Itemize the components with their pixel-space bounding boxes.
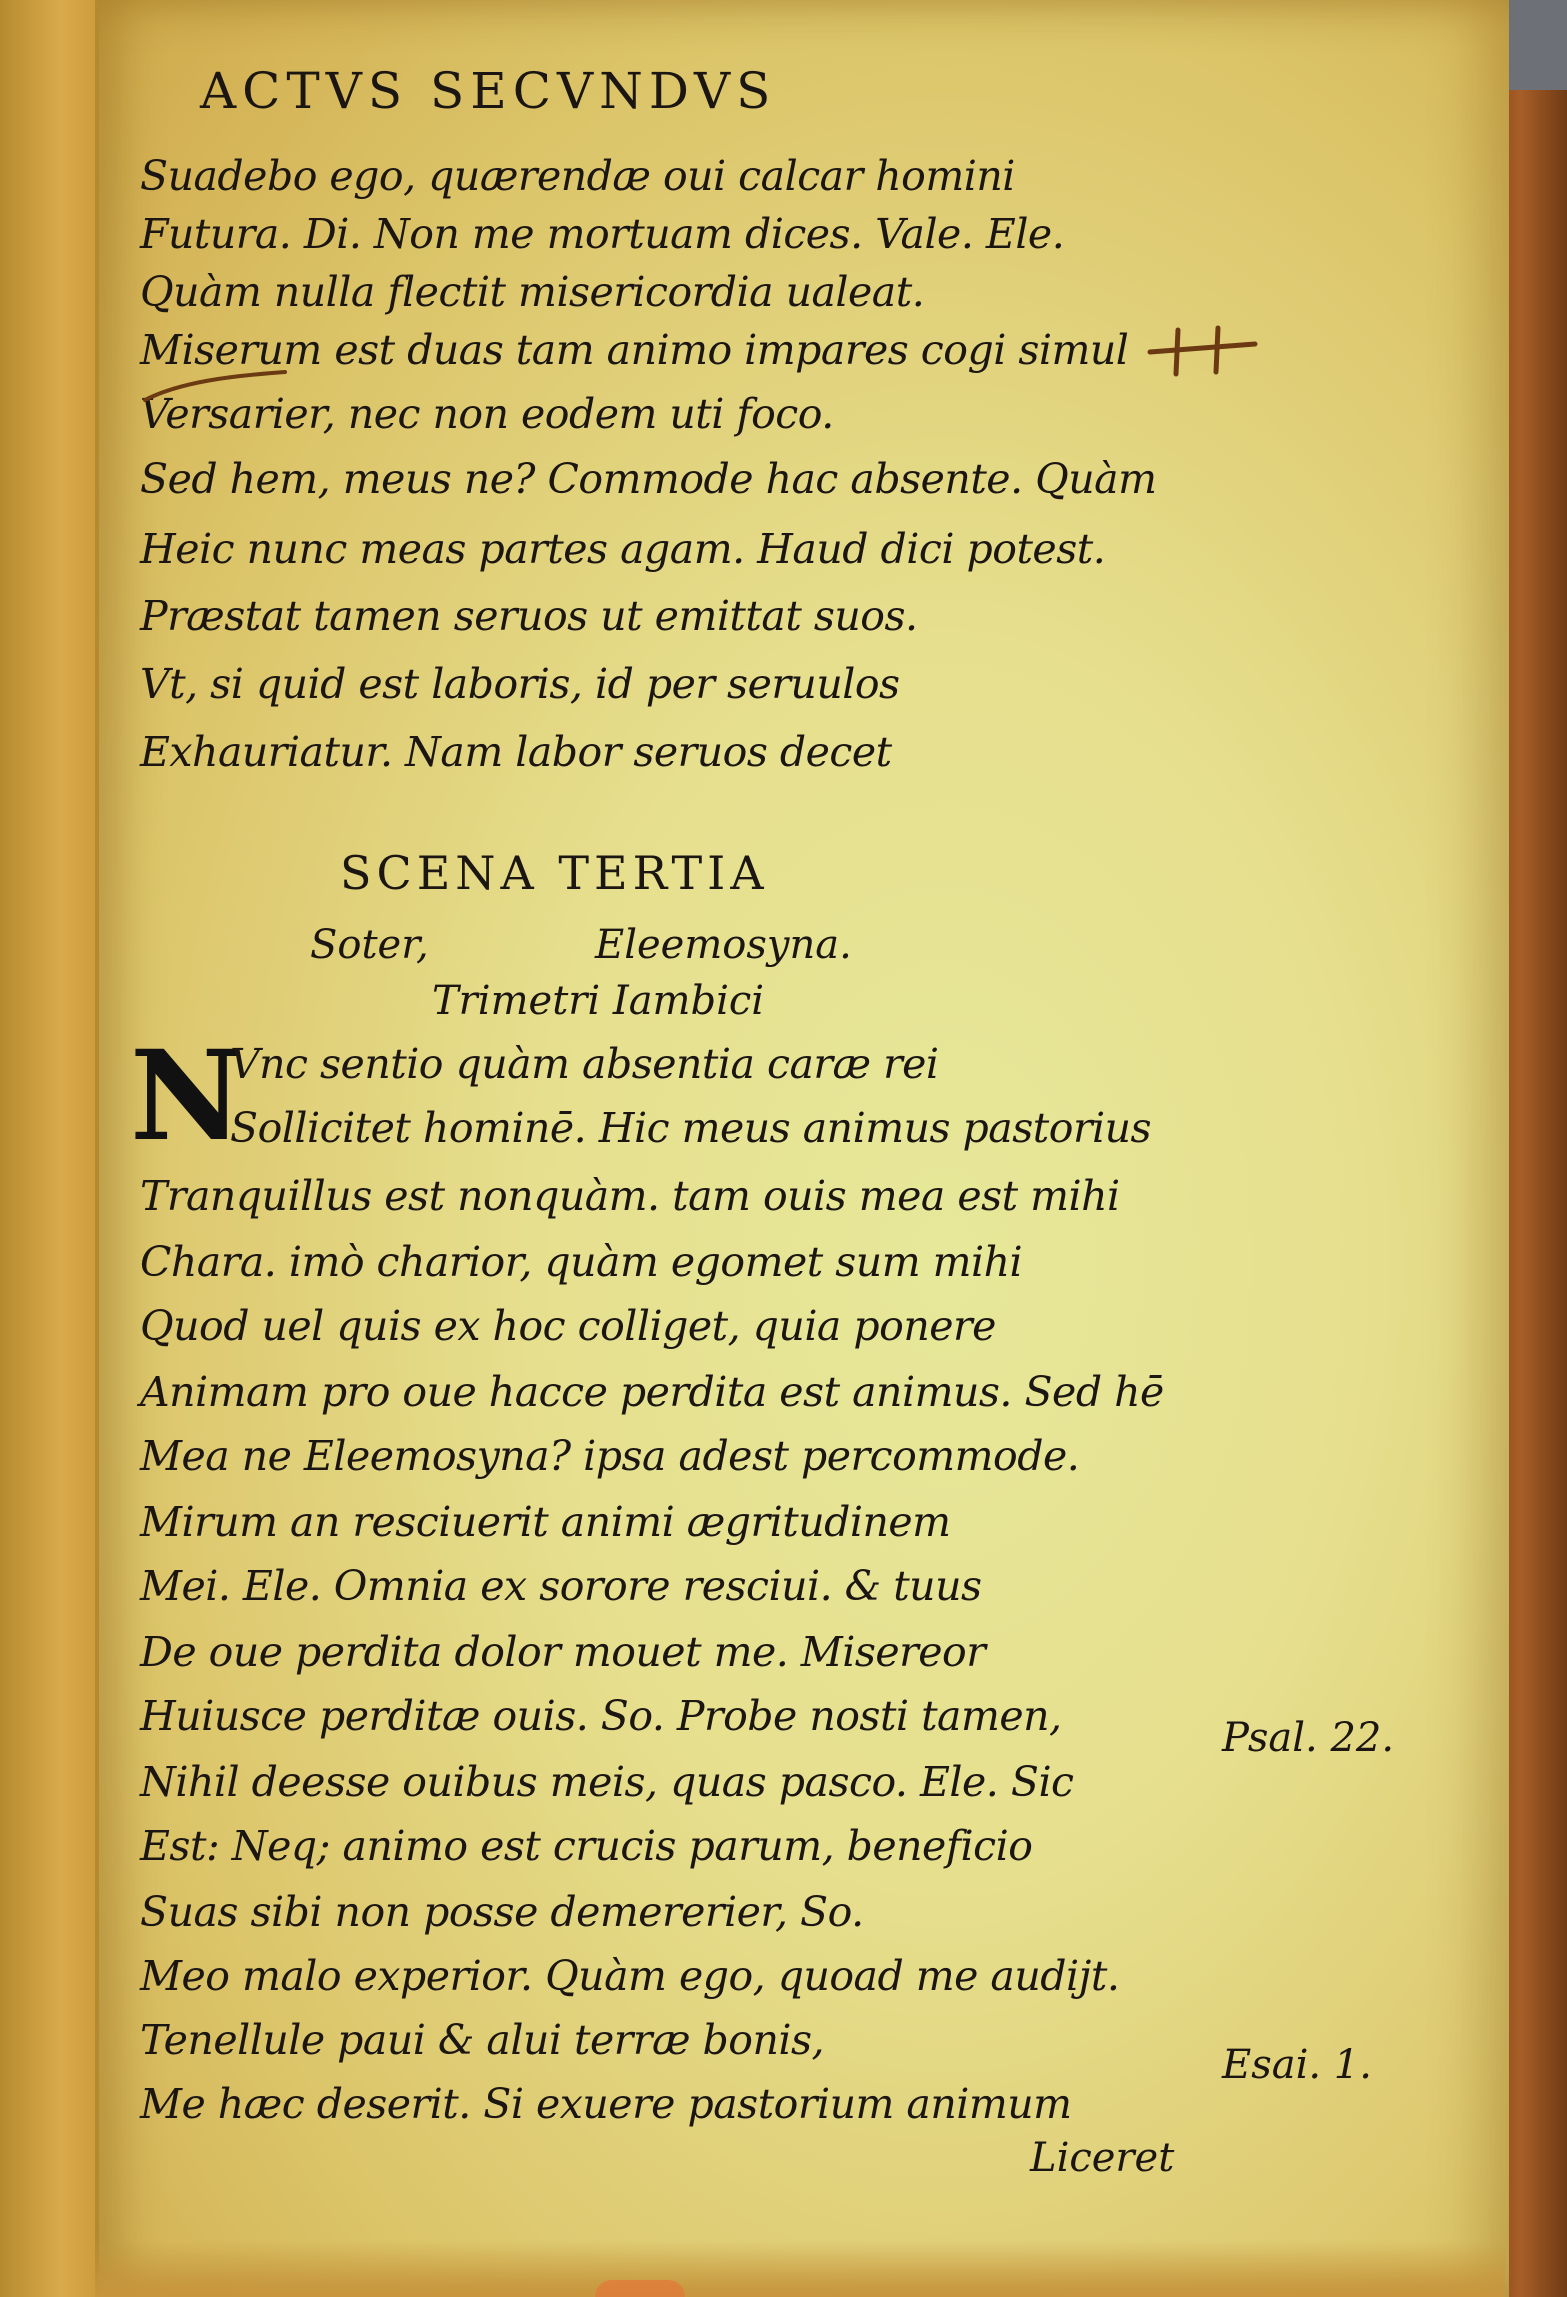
- verse-line: Mei. Ele. Omnia ex sorore resciui. & tuus: [140, 1562, 982, 1610]
- verse-line: Versarier, nec non eodem uti foco.: [140, 390, 834, 438]
- verse-line: Mirum an resciuerit animi ægritudinem: [140, 1498, 951, 1546]
- verse-line: Exhauriatur. Nam labor seruos decet: [140, 728, 892, 776]
- verse-line: De oue perdita dolor mouet me. Misereor: [140, 1628, 986, 1676]
- verse-line: Sed hem, meus ne? Commode hac absente. Quàm: [140, 455, 1157, 503]
- margin-note-esai: Esai. 1.: [1222, 2042, 1372, 2088]
- verse-line: Quod uel quis ex hoc colliget, quia ponere: [140, 1302, 996, 1350]
- margin-note-psalm: Psal. 22.: [1222, 1715, 1395, 1761]
- verse-line: Sollicitet hominē. Hic meus animus pastorius: [230, 1104, 1152, 1152]
- handwritten-underline: [140, 362, 290, 412]
- verse-line: Miserum est duas tam animo impares cogi simul: [140, 326, 1129, 374]
- meter-label: Trimetri Iambici: [432, 978, 765, 1024]
- verse-line: Tenellule paui & alui terræ bonis,: [140, 2016, 825, 2064]
- handwritten-cross-marks: [1140, 322, 1260, 382]
- verse-line: Vnc sentio quàm absentia caræ rei: [230, 1040, 939, 1088]
- verse-line: Animam pro oue hacce perdita est animus. Sed hē: [140, 1368, 1164, 1416]
- verse-line: Est: Neq; animo est crucis parum, beneficio: [140, 1822, 1033, 1870]
- page-bottom-tab: [595, 2280, 685, 2297]
- verse-line: Præstat tamen seruos ut emittat suos.: [140, 592, 918, 640]
- persona-eleemosyna: Eleemosyna.: [595, 922, 852, 968]
- persona-soter: Soter,: [310, 922, 429, 968]
- verse-line: Nihil deesse ouibus meis, quas pasco. Ele. Sic: [140, 1758, 1074, 1806]
- verse-line: Suas sibi non posse demererier, So.: [140, 1888, 864, 1936]
- verse-line: Chara. imò charior, quàm egomet sum mihi: [140, 1238, 1023, 1286]
- verse-line: Tranquillus est nonquàm. tam ouis mea est mihi: [140, 1172, 1120, 1220]
- drop-capital: N: [130, 1024, 244, 1169]
- scene-title: SCENA TERTIA: [340, 846, 769, 900]
- verse-line: Meo malo experior. Quàm ego, quoad me audijt.: [140, 1952, 1120, 2000]
- verse-line: Suadebo ego, quærendæ oui calcar homini: [140, 152, 1015, 200]
- verse-line: Futura. Di. Non me mortuam dices. Vale. Ele.: [140, 210, 1065, 258]
- verse-line: Heic nunc meas partes agam. Haud dici potest.: [140, 525, 1106, 573]
- catchword: Liceret: [1030, 2135, 1175, 2181]
- verse-line: Huiusce perditæ ouis. So. Probe nosti tamen,: [140, 1692, 1062, 1740]
- verse-line: Vt, si quid est laboris, id per seruulos: [140, 660, 900, 708]
- verse-line: Quàm nulla flectit misericordia ualeat.: [140, 268, 925, 316]
- verse-line: Me hæc deserit. Si exuere pastorium animum: [140, 2080, 1072, 2128]
- page-bottom-shade: [95, 2240, 1505, 2297]
- verse-line: Mea ne Eleemosyna? ipsa adest percommode.: [140, 1432, 1080, 1480]
- running-head: ACTVS SECVNDVS: [200, 62, 777, 120]
